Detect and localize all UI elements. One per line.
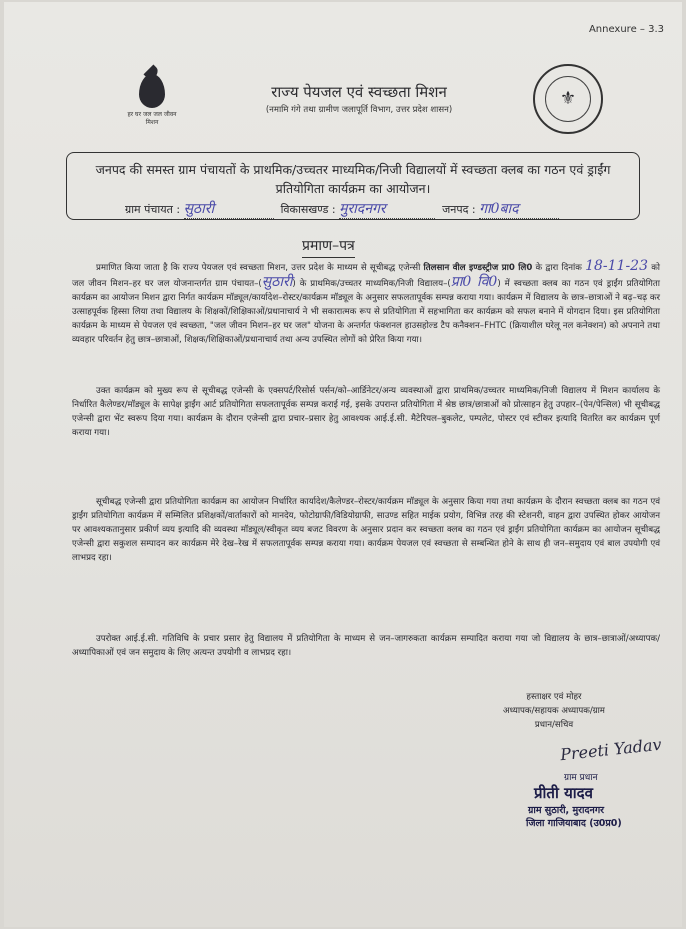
block-label: विकासखण्ड : [280,203,336,216]
p1-text-a: प्रमाणित किया जाता है कि राज्य पेयजल एवं स्वच्छता मिशन, उत्तर प्रदेश के माध्यम से सूचीबद्ध एजेन्सी [96,263,421,273]
gram-panchayat-value: सुठारी [183,201,215,217]
paragraph-1 [72,259,660,347]
sig-line-1: हस्ताक्षर एवं मोहर [526,692,582,702]
p3-text: सूचीबद्ध एजेन्सी द्वारा प्रतियोगिता कार्यक्रम का आयोजन निर्धारित कार्यादेश/कैलेण्डर–रोस्टर/कार्यक्रम मॉड्यूल के अनुसार किया गया तथा कार्यक्रम के दौरान स्वच्छता क्लब का गठन एवं ड्राईंग प्रतियोगिता कार्यक्रम में सम्मिलित प्रशिक्षकों/वार्ताकारों को मानदेय, फोटोग्राफी/विडियोग्राफी, साउण्ड सहित माईक प्रयोग, विभिन्न तरह की स्टेशनरी, वाहन द्वारा उपस्थित होकर आयोजन पर आवश्यकतानुसार प्रकीर्ण व्यय इत्यादि की व्यवस्था मॉड्यूल/स्वीकृत व्यय बजट विवरण के अनुसार प्रदान कर स्वच्छता क्लब का गठन एवं ड्राईंग प्रतियोगिता कार्यक्रम का आयोजन सूचीबद्ध एजेन्सी द्वारा सकुशल सम्पादन कर कार्यक्रम मेरे देख–रेख में सफलतापूर्वक सम्पन्न कराया गया। कार्यक्रम पेयजल एवं स्वच्छता से सम्बन्धित होने के साथ ही जन–समुदाय एवं बाल उपयोगी एवं लाभप्रद रहा। [72,497,660,563]
annexure-label: Annexure – 3.3 [588,24,664,35]
p1-text-c: को जल जीवन मिशन–हर घर जल योजनान्तर्गत ग्राम पंचायत–( [72,263,661,289]
gram-panchayat-label: ग्राम पंचायत : [125,203,181,216]
district-value: गा0बाद [479,201,519,217]
p1-text-e: ) में स्वच्छता क्लब का गठन एवं ड्राईंग प्रतियोगिता कार्यक्रम का आयोजन मिशन द्वारा निर्गत कार्यक्रम मॉड्यूल/कार्यादेश–रोस्टर/कार्यक्रम मॉड्यूल के अनुसार सफलतापूर्वक सम्पन्न कराया गया। कार्यक्रम में विद्यालय के छात्र–छात्राओं ने बढ़–चढ़ कर उत्साहपूर्वक हिस्सा लिया तथा विद्यालय के शिक्षकों/शिक्षिकाओं/प्रधानाचार्य ने भी सकारात्मक रूप से प्रतियोगिता में सहभागिता कर कार्यक्रम को सफल बनाने में योगदान दिया। इस प्रतियोगिता कार्यक्रम के माध्यम से पेयजल एवं स्वच्छता, "जल जीवन मिशन–हर घर जल" योजना के अन्तर्गत फंक्शनल हाउसहोल्ड टैप कनैक्शन–FHTC (क्रियाशील घरेलू नल कनेक्शन) को अपनाने तथा व्यवहार परिवर्तन हेतु छात्र–छात्राओं, शिक्षक/शिक्षिकाओं/प्रधानाचार्य तथा अन्य उपस्थित लोगों को प्रेरित किया गया। [72,279,660,345]
paragraph-3 [72,495,660,565]
pradhan-stamp [524,770,674,829]
stamp-line-3: ग्राम सुठारी, मुरादनगर [528,805,605,816]
event-info-box [66,152,640,220]
school-value: प्रा0 वि0 [450,274,498,290]
certificate-title: प्रमाण–पत्र [302,236,355,258]
up-government-seal [533,64,603,134]
sig-line-3: प्रधान/सचिव [534,720,574,730]
stamp-line-4: जिला गाजियाबाद (उ0प्र0) [526,818,622,829]
document-page [4,2,682,927]
water-drop-icon [139,74,165,108]
paragraph-4 [72,632,660,660]
p1-gram-value: सुठारी [261,274,293,290]
location-fields [125,199,559,219]
signature-block [454,690,654,732]
p1-text-b: के द्वारा दिनांक [535,263,582,273]
handwritten-signature: Preeti Yadav [559,734,663,765]
p1-text-d: ) के प्राथमिक/उच्चतर माध्यमिक/निजी विद्यालय–( [292,279,451,289]
stamp-line-1: ग्राम प्रधान [564,773,598,783]
jal-jeevan-mission-logo [122,74,182,127]
event-date: 18-11-23 [585,258,648,274]
p2-text: उक्त कार्यक्रम को मुख्य रूप से सूचीबद्ध एजेन्सी के एक्सपर्ट/रिसोर्स पर्सन/को–आर्डिनेटर/अन्य व्यवस्थाओं द्वारा प्राथमिक/उच्चतर माध्यमिक/निजी विद्यालय में मिशन कार्यालय के निर्धारित कैलेण्डर/मॉड्यूल के सापेक्ष ड्राईंग आर्ट प्रतियोगिता सफलतापूर्वक सम्पन्न कराई गई, इसके उपरान्त प्रतियोगिता में श्रेष्ठ छात्र/छात्राओं को प्रोत्साहन हेतु उपहार–(पेन/पेन्सिल) भी सूचीबद्ध एजेन्सी द्वारा भेंट स्वरूप दिया गया। कार्यक्रम के दौरान एजेन्सी द्वारा प्रचार–प्रसार हेतु आवश्यक आई.ई.सी. मैटेरियल–बुकलेट, पम्पलेट, पोस्टर एवं स्टीकर इत्यादि वितरित कर कार्यक्रम पूर्ण कराया गया। [72,386,660,438]
agency-name: तिलसान वील इण्डस्ट्रीज प्रा0 लि0 [423,263,533,273]
seal-emblem-icon: ⚜ [545,76,591,122]
event-heading: जनपद की समस्त ग्राम पंचायतों के प्राथमिक/उच्चतर माध्यमिक/निजी विद्यालयों में स्वच्छता क्लब का गठन एवं ड्राईंग प्रतियोगिता कार्यक्रम का आयोजन। [95,162,611,196]
stamp-line-2: प्रीती यादव [534,784,593,802]
p4-text: उपरोक्त आई.ई.सी. गतिविधि के प्रचार प्रसार हेतु विद्यालय में प्रतियोगिता के माध्यम से जन–जागरुकता कार्यक्रम सम्पादित कराया गया जो विद्यालय के छात्र–छात्राओं/अध्यापक/अध्यापिकाओं एवं जन समुदाय के लिए अत्यन्त उपयोगी व लाभप्रद रहा। [72,634,660,658]
paragraph-2 [72,384,660,440]
mission-title: राज्य पेयजल एवं स्वच्छता मिशन [271,83,447,101]
logo-tagline: हर घर जल जल जीवन मिशन [127,111,177,126]
block-value: मुरादनगर [339,201,386,217]
district-label: जनपद : [442,203,476,216]
mission-subtitle: (नमामि गंगे तथा ग्रामीण जलापूर्ति विभाग, उत्तर प्रदेश शासन) [265,105,453,115]
sig-line-2: अध्यापक/सहायक अध्यापक/ग्राम [503,706,605,716]
